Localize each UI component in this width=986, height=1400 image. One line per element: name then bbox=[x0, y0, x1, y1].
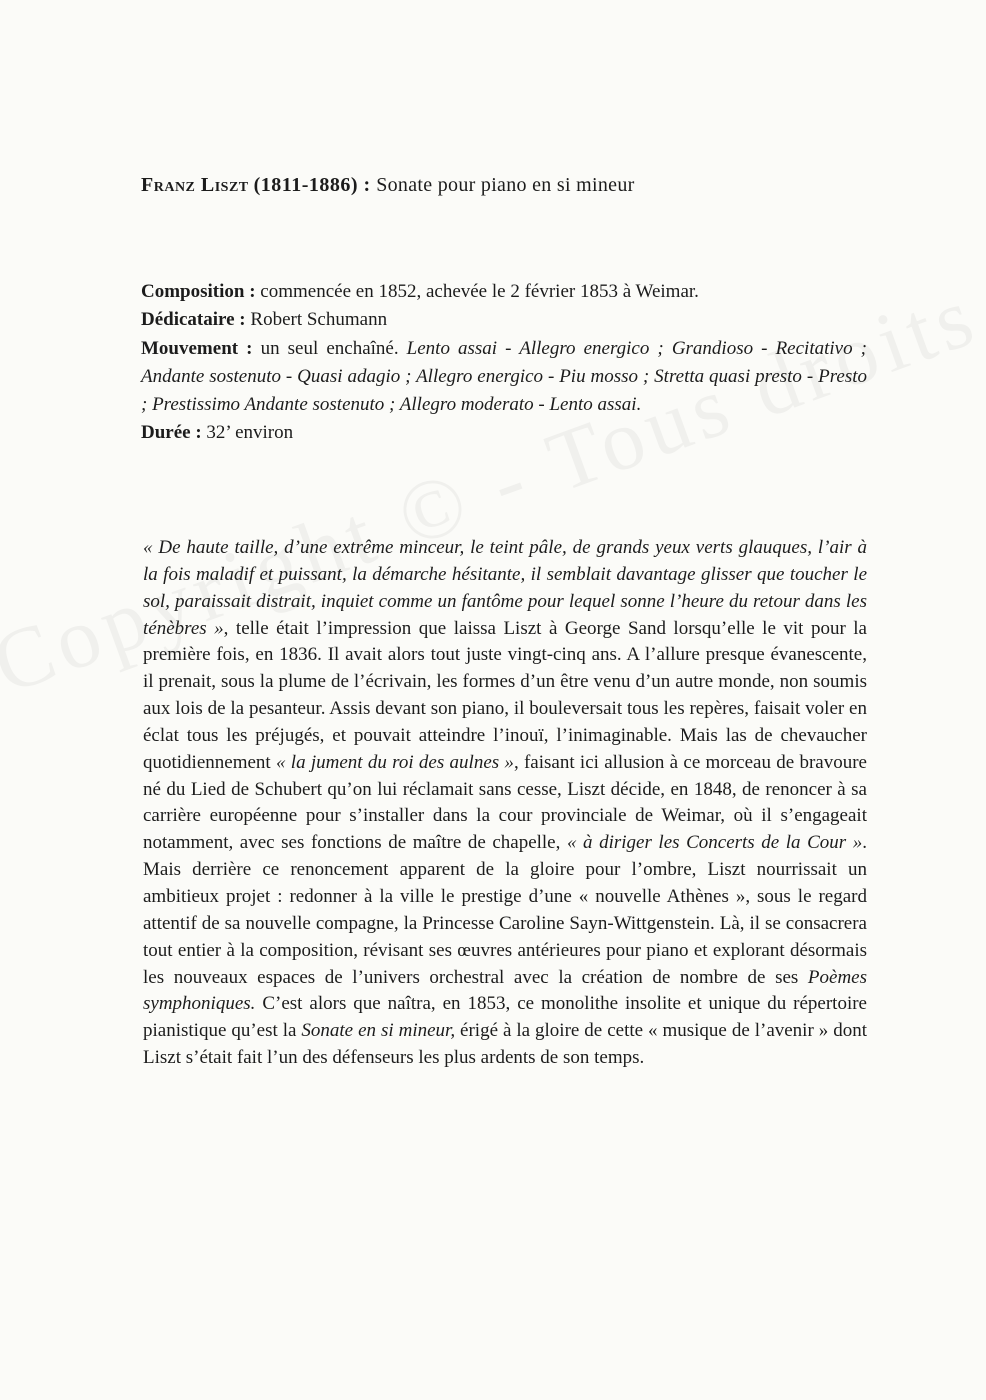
duree-label: Durée : bbox=[141, 422, 202, 444]
body-text-3: . Mais derrière ce renoncement apparent de la gloire pour l’ombre, Liszt nourrissait un ambitieux projet : redonner à la ville le prestige d’une « nouvelle Athènes », sous le regard attentif de sa nouvelle compagne, la Princesse Caroline Sayn-Wittgenstein. Là, il se consacrera tout entier à la composition, révisant ses œuvres antérieures pour piano et explorant désormais les nouveaux espaces de l’univers orchestral avec la création de nombre de ses bbox=[143, 832, 867, 988]
quote-george-sand: « De haute taille, d’une extrême minceur, le teint pâle, de grands yeux verts glauques, l’air à la fois maladif et puissant, la démarche hésitante, il semblait davantage glisser que toucher le sol, paraissait distrait, inquiet comme un fantôme pour lequel sonne l’heure du retour dans les ténèbres » bbox=[143, 537, 867, 639]
composition-label: Composition : bbox=[141, 281, 256, 302]
dedicataire-label: Dédicataire : bbox=[141, 309, 246, 331]
quote-jument: « la jument du roi des aulnes » bbox=[276, 751, 514, 773]
composer-dates: (1811-1886) bbox=[253, 174, 359, 196]
mouvement-value: un seul enchaîné. bbox=[260, 337, 399, 359]
body-text-5: érigé à la gloire de cette « musique de l’avenir » dont Liszt s’était fait l’un des défenseurs les plus ardents de son temps. bbox=[143, 1020, 867, 1069]
body-text-2: , faisant ici allusion à ce morceau de bravoure né du Lied de Schubert qu’on lui réclamait sans cesse, Liszt décide, en 1848, de renoncer à sa carrière européenne pour s’installer dans la cour provinciale de Weimar, où il s’engageait notamment, avec ses fonctions de maître de chapelle, bbox=[143, 751, 867, 854]
dedicataire-value: Robert Schumann bbox=[250, 309, 388, 331]
mouvement-tempi: Lento assai - Allegro energico ; Grandioso - Recitativo ; Andante sostenuto - Quasi adagio ; Allegro energico - Piu mosso ; Stretta quasi presto - Presto ; Prestissimo Andante sostenuto ; Allegro moderato - Lento assai. bbox=[141, 337, 867, 416]
title-separator: : bbox=[358, 174, 377, 196]
mouvement-label: Mouvement : bbox=[141, 337, 253, 359]
body-text-1: , telle était l’impression que laissa Liszt à George Sand lorsqu’elle le vit pour la première fois, en 1836. Il avait alors tout juste vingt-cinq ans. A l’allure presque évanescente, il prenait, sous la plume de l’écrivain, les formes d’un être venu d’un autre monde, non soumis aux lois de la pesanteur. Assis devant son piano, il bouleversait tous les repères, faisait voler en éclat tous les préjugés, et pouvait atteindre l’inouï, l’inimaginable. Mais las de chevaucher quotidiennement bbox=[143, 617, 867, 773]
dedicataire-line bbox=[141, 306, 867, 334]
work-title: Sonate pour piano en si mineur bbox=[376, 174, 635, 196]
mouvement-line bbox=[141, 335, 867, 420]
composition-line bbox=[141, 278, 867, 306]
duree-value: 32’ environ bbox=[206, 422, 294, 444]
body-paragraph bbox=[143, 535, 867, 1072]
work-metadata bbox=[141, 278, 867, 448]
quote-concerts: « à diriger les Concerts de la Cour » bbox=[566, 832, 863, 854]
composition-value: commencée en 1852, achevée le 2 février 1853 à Weimar. bbox=[260, 281, 699, 302]
composer-name: Franz Liszt bbox=[141, 174, 249, 196]
work-poemes: Poèmes symphoniques. bbox=[143, 966, 867, 1015]
work-sonate: Sonate en si mineur, bbox=[301, 1020, 456, 1042]
page-title bbox=[141, 174, 901, 197]
duree-line bbox=[141, 419, 867, 447]
body-text-4: C’est alors que naîtra, en 1853, ce monolithe insolite et unique du répertoire pianistique qu’est la bbox=[143, 993, 867, 1042]
